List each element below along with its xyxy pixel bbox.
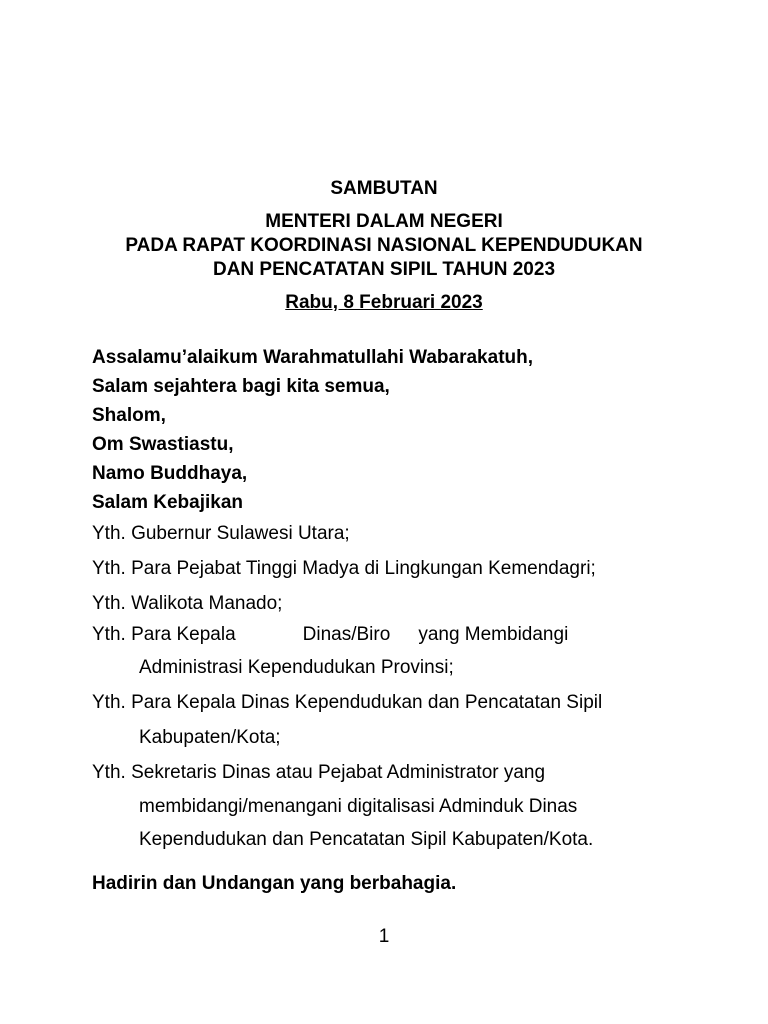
date-line bbox=[0, 292, 768, 314]
greeting-line: Om Swastiastu, bbox=[92, 434, 234, 455]
addressee-line: Yth. Walikota Manado; bbox=[92, 593, 283, 614]
closing-line: Hadirin dan Undangan yang berbahagia. bbox=[92, 873, 457, 894]
speaker-line: MENTERI DALAM NEGERI bbox=[265, 211, 503, 232]
addressee-text: yang Membidangi bbox=[418, 624, 569, 645]
addressee-text: Yth. Para Kepala bbox=[92, 624, 236, 645]
addressee-continuation: Kabupaten/Kota; bbox=[139, 727, 281, 748]
greeting-line: Assalamu’alaikum Warahmatullahi Wabarakatuh, bbox=[92, 347, 534, 368]
addressee-line: Yth. Para Pejabat Tinggi Madya di Lingkungan Kemendagri; bbox=[92, 558, 596, 579]
addressee-line bbox=[92, 624, 568, 646]
event-line-2: DAN PENCATATAN SIPIL TAHUN 2023 bbox=[212, 259, 556, 280]
greeting-line: Salam sejahtera bagi kita semua, bbox=[92, 376, 390, 397]
document-title: SAMBUTAN bbox=[330, 178, 438, 199]
addressee-line: Yth. Para Kepala Dinas Kependudukan dan Pencatatan Sipil bbox=[92, 692, 603, 713]
addressee-continuation: membidangi/menangani digitalisasi Adminduk Dinas bbox=[139, 796, 578, 817]
greeting-line: Shalom, bbox=[92, 405, 166, 426]
event-line-1: PADA RAPAT KOORDINASI NASIONAL KEPENDUDUKAN bbox=[125, 235, 643, 256]
addressee-continuation: Administrasi Kependudukan Provinsi; bbox=[139, 657, 454, 678]
greetings-block bbox=[92, 343, 533, 517]
greeting-line: Salam Kebajikan bbox=[92, 492, 244, 513]
addressee-text: Dinas/Biro bbox=[302, 624, 391, 645]
addressee-continuation: Kependudukan dan Pencatatan Sipil Kabupaten/Kota. bbox=[139, 829, 594, 850]
greeting-line: Namo Buddhaya, bbox=[92, 463, 248, 484]
event-date: Rabu, 8 Februari 2023 bbox=[285, 292, 483, 313]
addressee-line: Yth. Gubernur Sulawesi Utara; bbox=[92, 523, 350, 544]
addressee-line: Yth. Sekretaris Dinas atau Pejabat Administrator yang bbox=[92, 762, 546, 783]
page-number: 1 bbox=[378, 926, 390, 947]
